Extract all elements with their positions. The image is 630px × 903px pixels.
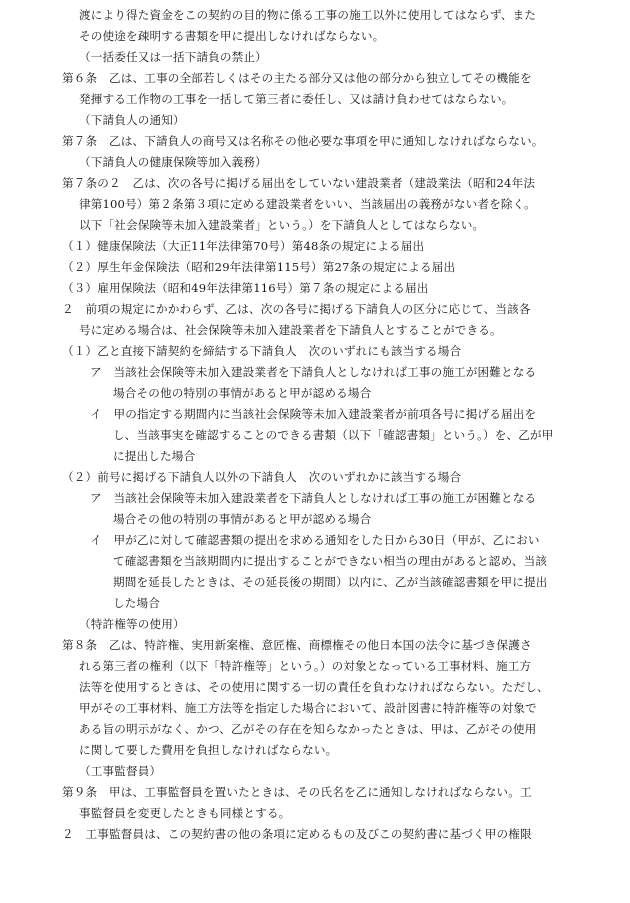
sub-item: イ 甲の指定する期間内に当該社会保険等未加入建設業者が前項各号に掲げる届出を [90,407,537,421]
list-item: （２）前号に掲げる下請負人以外の下請負人 次のいずれかに該当する場合 [62,470,462,484]
text-line: 発揮する工作物の工事を一括して第三者に委任し、又は請け負わせてはならない。 [79,92,514,106]
text-line: 渡により得た資金をこの契約の目的物に係る工事の施工以外に使用してはならず、また [79,8,537,22]
article-7: 第７条 乙は、下請負人の商号又は名称その他必要な事項を甲に通知しなければならない。 [62,134,544,148]
sub-item: ア 当該社会保険等未加入建設業者を下請負人としなければ工事の施工が困難となる [90,491,537,505]
list-item: （１）乙と直接下請契約を締結する下請負人 次のいずれにも該当する場合 [62,344,462,358]
list-item: （３）雇用保険法（昭和49年法律第116号）第７条の規定による届出 [62,281,429,295]
sub-item: ア 当該社会保険等未加入建設業者を下請負人としなければ工事の施工が困難となる [90,365,537,379]
paragraph-2: ２ 工事監督員は、この契約書の他の条項に定めるもの及びこの契約書に基づく甲の権限 [62,827,532,841]
text-line: 期間を延長したときは、その延長後の期間）以内に、乙が当該確認書類を甲に提出 [113,575,548,589]
text-line: て確認書類を当該期間内に提出することができない相当の理由があると認め、当該 [113,554,548,568]
text-line: 場合その他の特別の事情があると甲が認める場合 [113,386,372,400]
text-line: し、当該事実を確認することのできる書類（以下「確認書類」という。）を、乙が甲 [113,428,554,442]
text-line: 法等を使用するときは、その使用に関する一切の責任を負わなければならない。ただし、 [79,680,549,694]
text-line: 律第100号）第２条第３項に定める建設業者をいい、当該届出の義務がない者を除く。 [79,197,536,211]
text-line: ある旨の明示がなく、かつ、乙がその存在を知らなかったときは、甲は、乙がその使用 [79,722,537,736]
paragraph-2: ２ 前項の規定にかかわらず、乙は、次の各号に掲げる下請負人の区分に応じて、当該各 [62,302,531,316]
section-heading: （下請負人の健康保険等加入義務） [79,155,267,169]
text-line: 場合その他の特別の事情があると甲が認める場合 [113,512,372,526]
sub-item: イ 甲が乙に対して確認書類の提出を求める通知をした日から30日（甲が、乙におい [90,533,540,547]
section-heading: （下請負人の通知） [79,113,185,127]
text-line: 事監督員を変更したときも同様とする。 [79,806,291,820]
text-line: した場合 [113,596,160,610]
text-line: その使途を疎明する書類を甲に提出しなければならない。 [79,29,385,43]
list-item: （１）健康保険法（大正11年法律第70号）第48条の規定による届出 [62,239,425,253]
article-8: 第８条 乙は、特許権、実用新案権、意匠権、商標権その他日本国の法令に基づき保護さ [62,638,532,652]
article-7-2: 第７条の２ 乙は、次の各号に掲げる届出をしていない建設業者（建設業法（昭和24年法 [62,176,536,190]
article-6: 第６条 乙は、工事の全部若しくはその主たる部分又は他の部分から独立してその機能を [62,71,532,85]
text-line: 以下「社会保険等未加入建設業者」という。）を下請負人としてはならない。 [79,218,485,232]
article-9: 第９条 甲は、工事監督員を置いたときは、その氏名を乙に通知しなければならない。工 [62,785,532,799]
section-heading: （工事監督員） [79,764,162,778]
text-line: に提出した場合 [113,449,196,463]
section-heading: （一括委任又は一括下請負の禁止） [79,50,267,64]
text-line: に関して要した費用を負担しなければならない。 [79,743,338,757]
list-item: （２）厚生年金保険法（昭和29年法律第115号）第27条の規定による届出 [62,260,456,274]
text-line: 甲がその工事材料、施工方法等を指定した場合において、設計図書に特許権等の対象で [79,701,537,715]
text-line: れる第三者の権利（以下「特許権等」という。）の対象となっている工事材料、施工方 [79,659,532,673]
section-heading: （特許権等の使用） [79,617,185,631]
text-line: 号に定める場合は、社会保険等未加入建設業者を下請負人とすることができる。 [79,323,502,337]
